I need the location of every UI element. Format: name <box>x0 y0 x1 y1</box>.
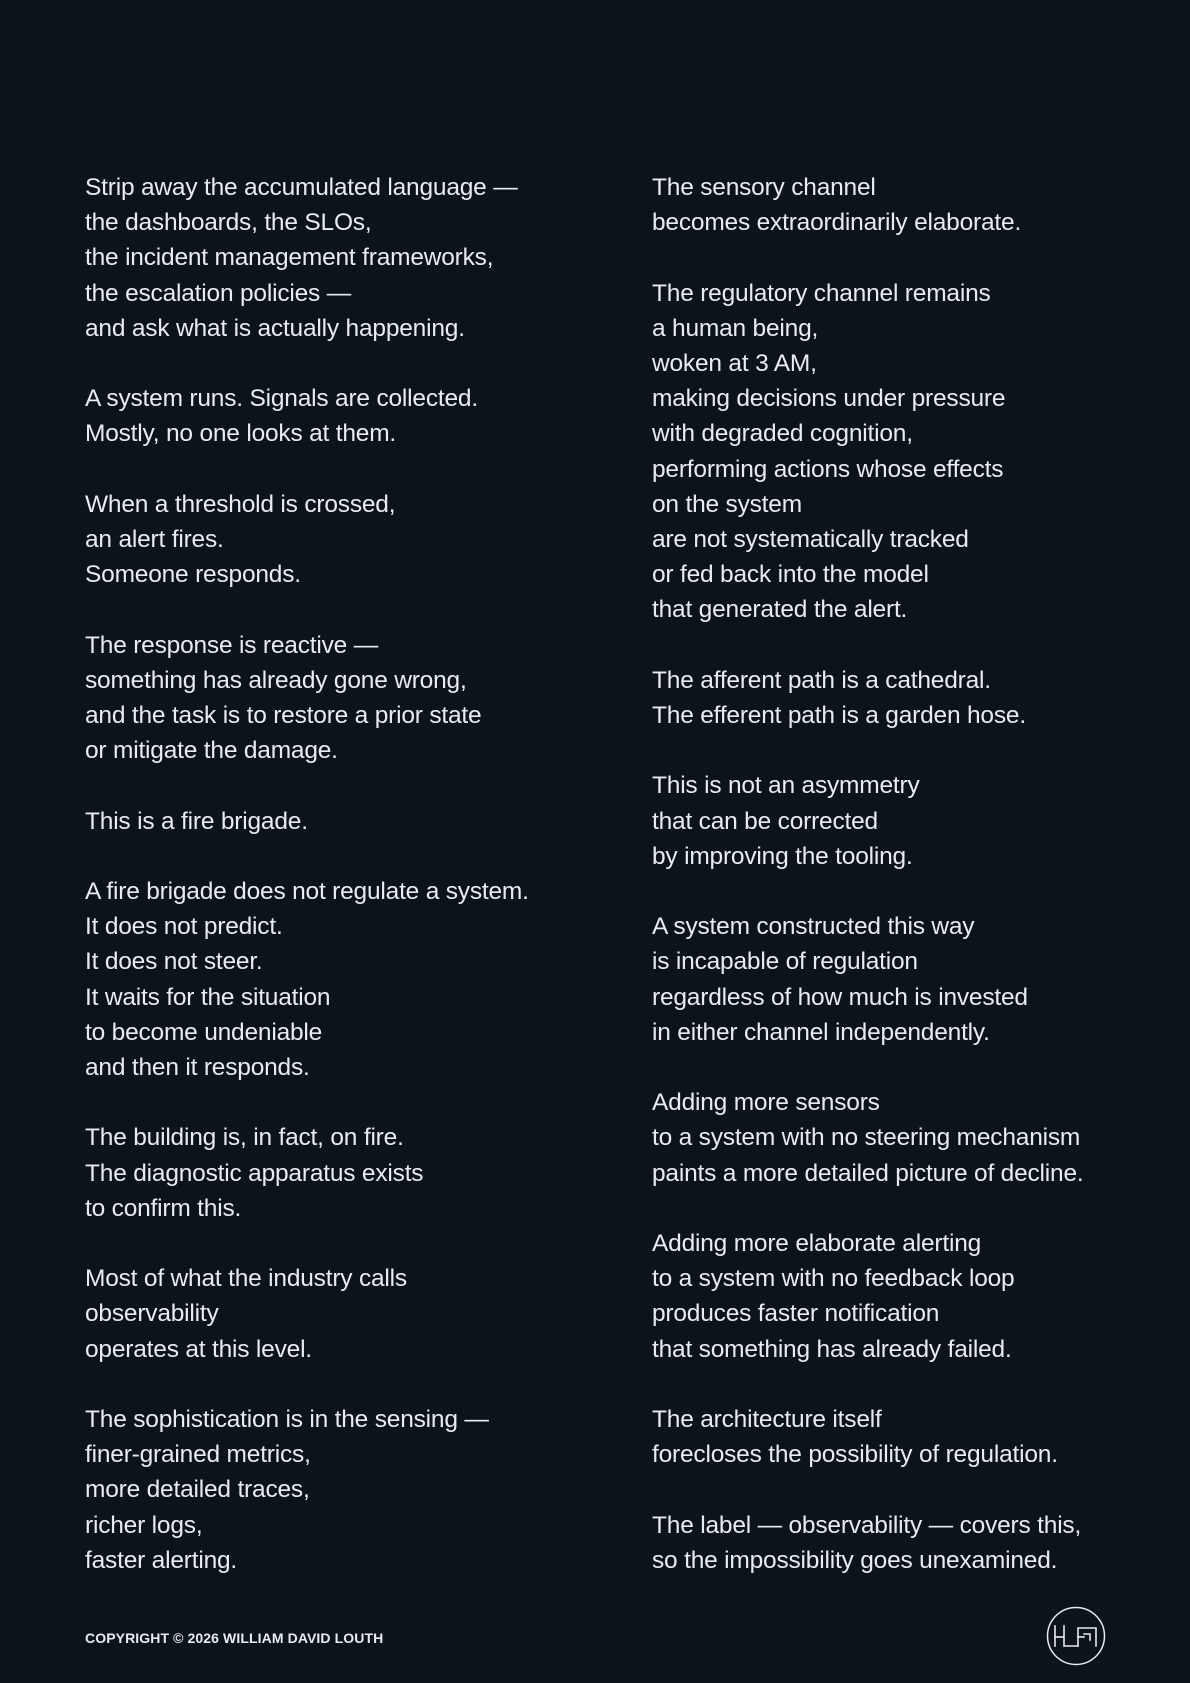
text-line: that can be corrected <box>652 807 878 835</box>
text-line: operates at this level. <box>85 1335 312 1363</box>
text-line: woken at 3 AM, <box>652 350 817 377</box>
text-line: The label — observability — covers this, <box>652 1511 1082 1539</box>
text-line: The efferent path is a garden hose. <box>652 702 1026 730</box>
text-line: forecloses the possibility of regulation. <box>652 1441 1058 1469</box>
text-line: more detailed traces, <box>85 1476 310 1504</box>
text-line: performing actions whose effects <box>652 455 1004 483</box>
text-line: A fire brigade does not regulate a system. <box>85 877 529 905</box>
text-line: The diagnostic apparatus exists <box>85 1159 424 1187</box>
text-line: that generated the alert. <box>652 596 908 624</box>
text-line: The sophistication is in the sensing — <box>85 1405 489 1433</box>
text-line: or fed back into the model <box>652 561 929 589</box>
stanza <box>652 1402 1172 1472</box>
text-line: a human being, <box>652 314 819 342</box>
text-line: the escalation policies — <box>85 279 352 307</box>
text-line: The response is reactive — <box>85 631 379 659</box>
stanza <box>85 487 605 593</box>
text-line: making decisions under pressure <box>652 385 1006 413</box>
stanza <box>85 628 605 769</box>
text-line: The building is, in fact, on fire. <box>85 1124 404 1152</box>
text-line: This is a fire brigade. <box>85 807 308 835</box>
stanza <box>85 1120 605 1226</box>
text-line: Mostly, no one looks at them. <box>85 420 397 448</box>
stanza <box>652 276 1172 628</box>
text-line: and ask what is actually happening. <box>85 314 465 342</box>
text-line: and the task is to restore a prior state <box>85 702 482 729</box>
stanza <box>652 909 1172 1050</box>
author-monogram-logo-icon <box>1046 1606 1106 1666</box>
text-line: The regulatory channel remains <box>652 279 991 307</box>
stanza <box>85 804 605 839</box>
text-line: faster alerting. <box>85 1546 238 1574</box>
text-line: Someone responds. <box>85 561 301 589</box>
text-line: becomes extraordinarily elaborate. <box>652 209 1022 237</box>
text-line: observability <box>85 1300 219 1328</box>
text-line: to become undeniable <box>85 1018 323 1046</box>
text-line: or mitigate the damage. <box>85 737 338 765</box>
stanza <box>85 1402 605 1578</box>
stanza <box>85 381 605 451</box>
text-line: on the system <box>652 490 802 518</box>
text-line: that something has already failed. <box>652 1335 1012 1363</box>
text-line: Adding more elaborate alerting <box>652 1230 982 1257</box>
text-line: It waits for the situation <box>85 983 331 1011</box>
text-line: paints a more detailed picture of decline. <box>652 1159 1084 1187</box>
text-line: It does not predict. <box>85 913 283 941</box>
stanza <box>652 663 1172 733</box>
text-line: When a threshold is crossed, <box>85 490 396 518</box>
text-line: in either channel independently. <box>652 1018 990 1046</box>
text-line: Adding more sensors <box>652 1089 880 1117</box>
text-line: so the impossibility goes unexamined. <box>652 1546 1058 1574</box>
stanza <box>652 768 1172 874</box>
text-line: is incapable of regulation <box>652 948 918 976</box>
text-line: The architecture itself <box>652 1406 882 1433</box>
text-line: Strip away the accumulated language — <box>85 174 518 201</box>
text-line: Most of what the industry calls <box>85 1265 407 1293</box>
stanza <box>652 1085 1172 1191</box>
text-line: something has already gone wrong, <box>85 666 467 694</box>
footer-copyright: COPYRIGHT © 2026 WILLIAM DAVID LOUTH <box>85 1630 384 1646</box>
right-column <box>652 170 1172 1613</box>
text-line: A system constructed this way <box>652 913 975 941</box>
text-line: to a system with no feedback loop <box>652 1265 1015 1293</box>
text-line: are not systematically tracked <box>652 526 969 554</box>
text-line: The sensory channel <box>652 174 876 201</box>
text-line: The afferent path is a cathedral. <box>652 666 991 694</box>
text-line: an alert fires. <box>85 526 224 553</box>
text-line: finer-grained metrics, <box>85 1441 311 1469</box>
stanza <box>652 1508 1172 1578</box>
text-line: richer logs, <box>85 1511 203 1539</box>
text-line: by improving the tooling. <box>652 842 913 870</box>
stanza <box>85 170 605 346</box>
stanza <box>652 170 1172 240</box>
text-line: This is not an asymmetry <box>652 772 920 800</box>
text-line: to confirm this. <box>85 1194 242 1222</box>
text-line: and then it responds. <box>85 1054 310 1081</box>
text-line: regardless of how much is invested <box>652 983 1028 1011</box>
text-line: to a system with no steering mechanism <box>652 1124 1081 1152</box>
stanza <box>85 874 605 1085</box>
text-line: the incident management frameworks, <box>85 244 494 272</box>
text-line: with degraded cognition, <box>652 420 913 448</box>
text-line: A system runs. Signals are collected. <box>85 385 478 413</box>
text-line: It does not steer. <box>85 948 263 976</box>
text-line: the dashboards, the SLOs, <box>85 209 372 237</box>
text-line: produces faster notification <box>652 1300 940 1328</box>
stanza <box>85 1261 605 1367</box>
stanza <box>652 1226 1172 1367</box>
left-column <box>85 170 605 1613</box>
